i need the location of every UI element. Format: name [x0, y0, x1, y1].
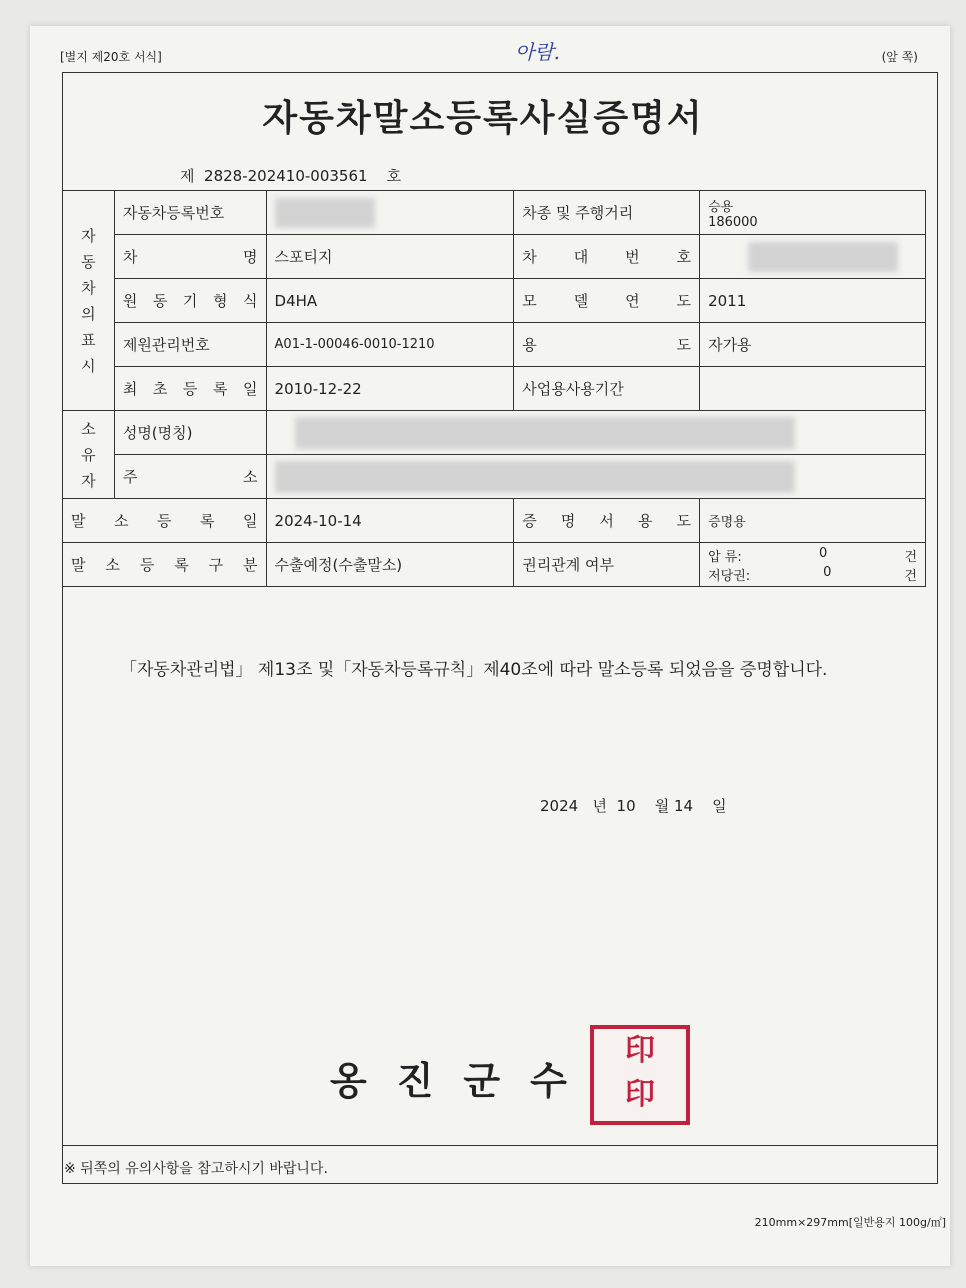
- owner-name-label: 성명(명칭): [114, 411, 266, 455]
- footer-note: ※ 뒤쪽의 유의사항을 참고하시기 바랍니다.: [64, 1161, 328, 1177]
- table-row: [63, 455, 926, 499]
- label-char: 도: [676, 512, 692, 530]
- label-char: 용: [638, 512, 653, 530]
- owner-name-value: [266, 411, 925, 455]
- paper-info: 210mm×297mm[일반용지 100g/㎡]: [754, 1216, 946, 1229]
- label-char: 식: [243, 292, 258, 310]
- label-char: 기: [182, 292, 198, 310]
- day-unit: 일: [712, 797, 727, 815]
- footer-divider: [62, 1145, 938, 1146]
- serial-value: 2828-202410-003561: [204, 167, 368, 185]
- cancel-date-value: 2024-10-14: [266, 499, 514, 543]
- label-char: 형: [212, 292, 228, 310]
- label-char: 의: [81, 304, 96, 323]
- type-mileage-value: [700, 191, 926, 235]
- owner-address-label: [114, 455, 266, 499]
- month-unit: 월: [654, 797, 670, 815]
- car-name-label: [114, 235, 266, 279]
- label-char: 록: [200, 512, 215, 530]
- label-char: 시: [81, 356, 96, 375]
- label-char: 원: [122, 292, 138, 310]
- document-title: 자동차말소등록사실증명서: [262, 97, 704, 139]
- label-char: 소: [81, 419, 96, 438]
- car-name-value: 스포티지: [266, 235, 514, 279]
- mileage: 186000: [708, 214, 758, 230]
- label-char: 자: [81, 471, 96, 490]
- label-char: 호: [676, 248, 692, 266]
- table-row: [63, 323, 926, 367]
- table-row: [63, 543, 926, 587]
- mortgage-value: 0: [823, 564, 832, 580]
- label-char: 델: [573, 292, 589, 310]
- table-row: [63, 499, 926, 543]
- label-char: 서: [599, 512, 614, 530]
- spec-value: A01-1-00046-0010-1210: [266, 323, 514, 367]
- serial-suffix: 호: [386, 167, 402, 185]
- first-reg-label: [114, 367, 266, 411]
- label-char: 유: [81, 445, 96, 464]
- label-char: 소: [243, 468, 258, 486]
- label-char: 소: [114, 512, 129, 530]
- cancel-type-label: [63, 543, 267, 587]
- serial-number: [180, 165, 401, 186]
- label-char: 대: [573, 248, 589, 266]
- type-mileage-label: 차종 및 주행거리: [514, 191, 700, 235]
- label-char: 등: [139, 556, 155, 574]
- table-row: [63, 279, 926, 323]
- count-unit: 건: [904, 568, 917, 584]
- label-char: 차: [122, 248, 138, 266]
- label-char: 번: [625, 248, 640, 266]
- label-char: 차: [522, 248, 537, 266]
- engine-label: [114, 279, 266, 323]
- label-char: 초: [152, 380, 168, 398]
- use-value: 자가용: [700, 323, 926, 367]
- table-row: [63, 411, 926, 455]
- issuer-name: 옹진군수: [330, 1058, 597, 1103]
- table-row: [63, 235, 926, 279]
- issue-year: 2024: [540, 797, 579, 815]
- seizure-value: 0: [818, 545, 828, 561]
- spec-label: 제원관리번호: [114, 323, 266, 367]
- label-char: 록: [174, 556, 189, 574]
- use-label: [514, 323, 700, 367]
- owner-address-value: [266, 455, 925, 499]
- label-char: 도: [676, 292, 692, 310]
- rights-value: [700, 543, 926, 587]
- cancel-type-value: 수출예정(수출말소): [266, 543, 514, 587]
- certification-statement: 「자동차관리법」 제13조 및「자동차등록규칙」제40조에 따라 말소등록 되었음을 증명합니다.: [120, 660, 828, 680]
- issue-day: 14: [674, 797, 694, 815]
- issue-month: 10: [616, 797, 636, 815]
- label-char: 증: [522, 512, 537, 530]
- label-char: 일: [243, 380, 258, 398]
- label-char: 동: [81, 252, 96, 271]
- rights-label: 권리관계 여부: [514, 543, 700, 587]
- year-unit: 년: [592, 797, 607, 815]
- business-period-label: 사업용사용기간: [514, 367, 700, 411]
- label-char: 등: [182, 380, 198, 398]
- label-char: 주: [122, 468, 138, 486]
- purpose-value: 증명용: [700, 499, 926, 543]
- reg-number-value: [266, 191, 514, 235]
- business-period-value: [700, 367, 926, 411]
- label-char: 도: [676, 336, 692, 354]
- purpose-label: [514, 499, 700, 543]
- chassis-label: [514, 235, 700, 279]
- model-year-value: 2011: [700, 279, 926, 323]
- label-char: 표: [81, 330, 96, 349]
- first-reg-value: 2010-12-22: [266, 367, 514, 411]
- label-char: 모: [522, 292, 537, 310]
- handwritten-note: 아람.: [515, 40, 560, 64]
- owner-section-label: [63, 411, 115, 499]
- label-char: 록: [212, 380, 228, 398]
- certificate-table: [62, 190, 926, 587]
- engine-value: D4HA: [266, 279, 514, 323]
- form-number: [별지 제20호 서식]: [60, 50, 162, 64]
- count-unit: 건: [904, 549, 917, 565]
- table-row: [63, 367, 926, 411]
- model-year-label: [514, 279, 700, 323]
- label-char: 말: [71, 556, 86, 574]
- label-char: 명: [560, 512, 576, 530]
- vehicle-section-label: [63, 191, 115, 411]
- serial-prefix: 제: [180, 167, 195, 185]
- seizure-label: 압 류:: [708, 549, 742, 565]
- label-char: 최: [122, 380, 138, 398]
- table-row: [63, 191, 926, 235]
- label-char: 등: [157, 512, 172, 530]
- label-char: 연: [625, 292, 640, 310]
- label-char: 명: [243, 248, 258, 266]
- cancel-date-label: [63, 499, 267, 543]
- label-char: 동: [152, 292, 168, 310]
- label-char: 소: [105, 556, 120, 574]
- label-char: 말: [71, 512, 86, 530]
- label-char: 자: [81, 226, 96, 245]
- vehicle-type: 승용: [708, 199, 734, 215]
- page-side: (앞 쪽): [881, 50, 918, 64]
- label-char: 분: [243, 556, 258, 574]
- label-char: 일: [243, 512, 258, 530]
- label-char: 용: [522, 336, 537, 354]
- mortgage-label: 저당권:: [708, 568, 751, 584]
- issue-date: [540, 795, 727, 816]
- reg-number-label: 자동차등록번호: [114, 191, 266, 235]
- label-char: 차: [81, 278, 96, 297]
- label-char: 구: [208, 556, 224, 574]
- chassis-value: [700, 235, 926, 279]
- official-seal: 印 印: [590, 1025, 690, 1125]
